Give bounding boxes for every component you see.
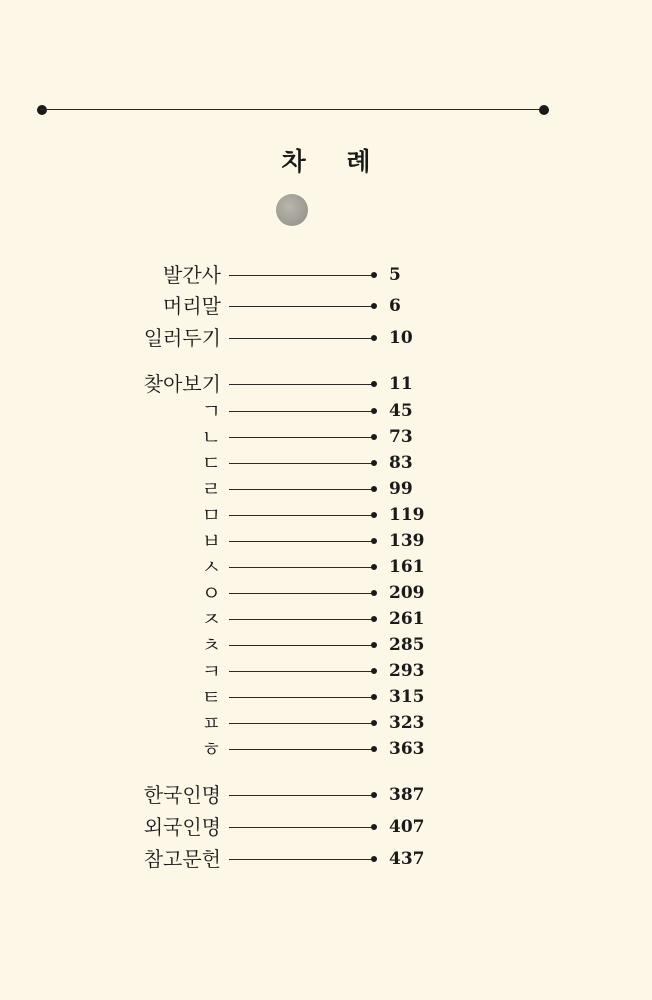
leader-dot [371, 272, 377, 278]
toc-page-number: 161 [389, 557, 425, 577]
leader-line [229, 567, 372, 568]
toc-label: ㄷ [201, 451, 221, 475]
leader-dot [371, 720, 377, 726]
leader-line [229, 827, 372, 828]
rule-left-dot [37, 105, 47, 115]
leader-dot [371, 434, 377, 440]
leader-dot [371, 590, 377, 596]
toc-label: ㄹ [201, 477, 221, 501]
toc-label: 발간사 [163, 263, 221, 287]
toc-label: 외국인명 [143, 815, 221, 839]
leader-line [229, 437, 372, 438]
leader-line [229, 489, 372, 490]
toc-page-number: 363 [389, 739, 425, 759]
toc-page-number: 285 [389, 635, 425, 655]
toc-entry [0, 684, 652, 710]
toc-entry [0, 580, 652, 606]
leader-dot [371, 303, 377, 309]
toc-entry [0, 293, 652, 319]
toc-page-number: 99 [389, 479, 413, 499]
toc-entry [0, 528, 652, 554]
toc-entry [0, 450, 652, 476]
leader-dot [371, 856, 377, 862]
leader-dot [371, 616, 377, 622]
leader-line [229, 541, 372, 542]
leader-dot [371, 381, 377, 387]
leader-line [229, 411, 372, 412]
leader-dot [371, 564, 377, 570]
leader-line [229, 619, 372, 620]
toc-label: 일러두기 [143, 326, 221, 350]
leader-line [229, 463, 372, 464]
toc-label: 한국인명 [143, 783, 221, 807]
toc-entry [0, 371, 652, 397]
toc-label: 머리말 [163, 294, 221, 318]
toc-label: ㄱ [201, 399, 221, 423]
toc-label: 참고문헌 [143, 847, 221, 871]
leader-dot [371, 335, 377, 341]
toc-entry [0, 262, 652, 288]
leader-dot [371, 824, 377, 830]
toc-entry [0, 398, 652, 424]
toc-page-number: 45 [389, 401, 413, 421]
top-rule [40, 109, 547, 110]
toc-entry [0, 325, 652, 351]
toc-page-number: 315 [389, 687, 425, 707]
leader-dot [371, 642, 377, 648]
leader-line [229, 275, 372, 276]
toc-label: ㅋ [201, 659, 221, 683]
toc-label: ㅅ [201, 555, 221, 579]
toc-label: 찾아보기 [143, 372, 221, 396]
leader-line [229, 749, 372, 750]
toc-page-number: 323 [389, 713, 425, 733]
leader-line [229, 306, 372, 307]
leader-line [229, 515, 372, 516]
leader-dot [371, 694, 377, 700]
toc-page-number: 10 [389, 328, 413, 348]
leader-dot [371, 486, 377, 492]
leader-dot [371, 792, 377, 798]
toc-entry [0, 658, 652, 684]
toc-entry [0, 736, 652, 762]
toc-label: ㅂ [201, 529, 221, 553]
leader-line [229, 671, 372, 672]
toc-label: ㅇ [201, 581, 221, 605]
toc-entry [0, 502, 652, 528]
toc-entry [0, 476, 652, 502]
leader-line [229, 645, 372, 646]
toc-page-number: 407 [389, 817, 425, 837]
circle-ornament [276, 194, 308, 226]
toc-page-number: 387 [389, 785, 425, 805]
toc-label: ㅍ [201, 711, 221, 735]
toc-entry [0, 424, 652, 450]
toc-page-number: 5 [389, 265, 401, 285]
leader-dot [371, 668, 377, 674]
leader-dot [371, 460, 377, 466]
toc-entry [0, 846, 652, 872]
rule-right-dot [539, 105, 549, 115]
leader-dot [371, 538, 377, 544]
leader-line [229, 859, 372, 860]
leader-line [229, 384, 372, 385]
leader-dot [371, 746, 377, 752]
toc-page-number: 437 [389, 849, 425, 869]
toc-page-number: 6 [389, 296, 401, 316]
toc-label: ㅁ [201, 503, 221, 527]
toc-page-number: 293 [389, 661, 425, 681]
leader-line [229, 593, 372, 594]
leader-dot [371, 512, 377, 518]
toc-entry [0, 632, 652, 658]
toc-page-number: 139 [389, 531, 425, 551]
toc-entry [0, 782, 652, 808]
toc-label: ㅎ [201, 737, 221, 761]
toc-entry [0, 606, 652, 632]
toc-label: ㅊ [201, 633, 221, 657]
toc-entry [0, 554, 652, 580]
leader-line [229, 795, 372, 796]
toc-label: ㅌ [201, 685, 221, 709]
leader-dot [371, 408, 377, 414]
toc-page-number: 209 [389, 583, 425, 603]
toc-label: ㄴ [201, 425, 221, 449]
page-title: 차 례 [281, 147, 387, 176]
leader-line [229, 697, 372, 698]
toc-entry [0, 814, 652, 840]
leader-line [229, 338, 372, 339]
toc-page-number: 11 [389, 374, 413, 394]
toc-label: ㅈ [201, 607, 221, 631]
toc-page-number: 119 [389, 505, 425, 525]
toc-page-number: 261 [389, 609, 425, 629]
toc-page-number: 83 [389, 453, 413, 473]
leader-line [229, 723, 372, 724]
toc-page-number: 73 [389, 427, 413, 447]
toc-entry [0, 710, 652, 736]
